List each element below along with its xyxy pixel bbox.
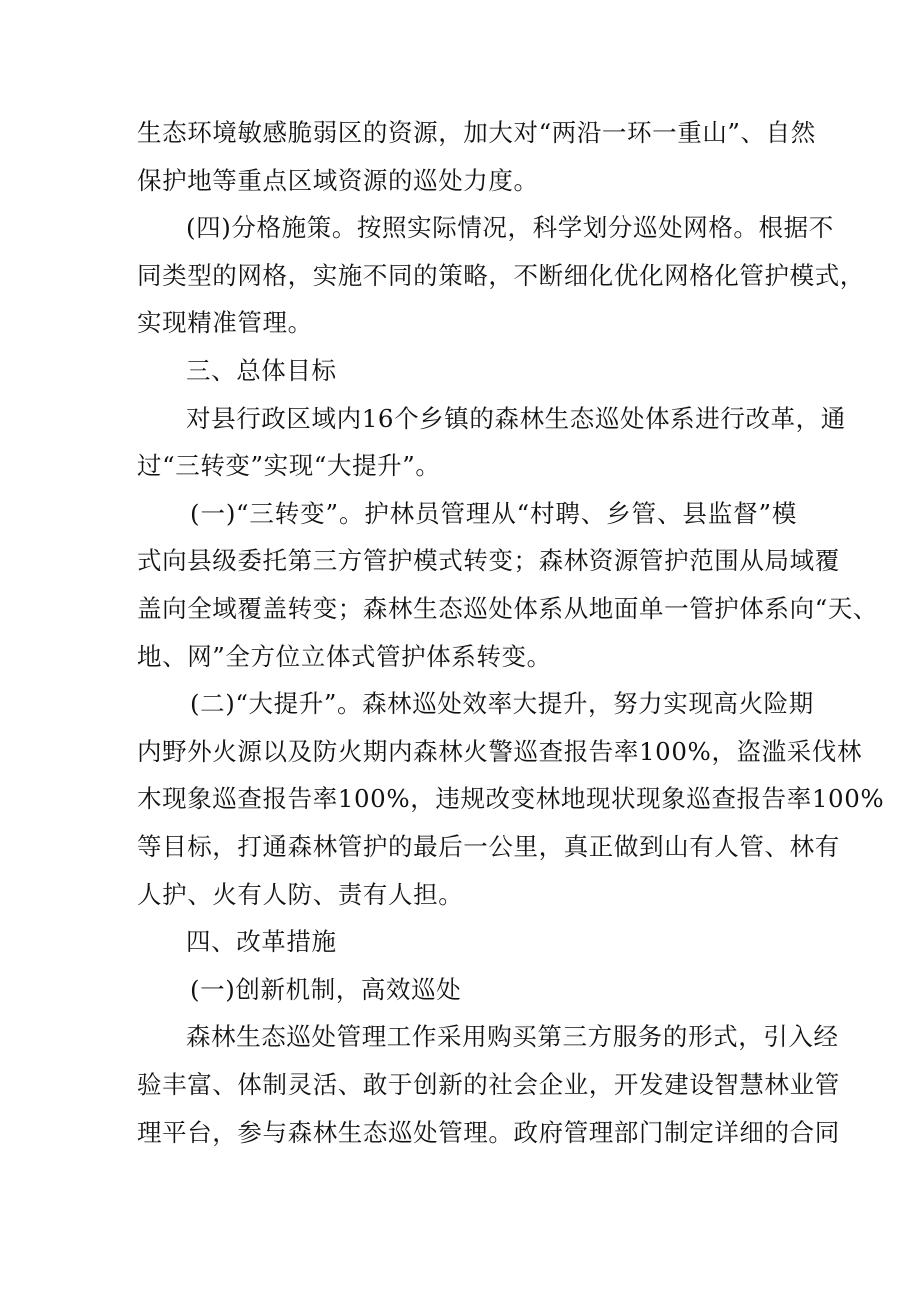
paragraph-line: 实现精准管理。 xyxy=(137,308,313,337)
paragraph-line: 内野外火源以及防火期内森林火警巡查报告率100%，盗滥采伐林 xyxy=(137,737,863,766)
paragraph-line: 木现象巡查报告率100%，违规改变林地现状现象巡查报告率100% xyxy=(137,784,885,813)
paragraph-line: 保护地等重点区域资源的巡处力度。 xyxy=(137,166,539,195)
paragraph-line: 等目标，打通森林管护的最后一公里，真正做到山有人管、林有 xyxy=(137,832,840,861)
section-heading: 四、改革措施 xyxy=(186,927,337,956)
subsection-heading: (一)创新机制，高效巡处 xyxy=(190,975,462,1004)
paragraph-line: 人护、火有人防、责有人担。 xyxy=(137,880,464,909)
paragraph-line: 验丰富、体制灵活、敢于创新的社会企业，开发建设智慧林业管 xyxy=(137,1070,840,1099)
paragraph-line: 盖向全域覆盖转变；森林生态巡处体系从地面单一管护体系向“天、 xyxy=(137,594,879,623)
paragraph-line: 理平台，参与森林生态巡处管理。政府管理部门制定详细的合同 xyxy=(137,1118,840,1147)
paragraph-line: 对县行政区域内16个乡镇的森林生态巡处体系进行改革，通 xyxy=(186,404,846,433)
paragraph-line: 式向县级委托第三方管护模式转变；森林资源管护范围从局域覆 xyxy=(137,546,840,575)
paragraph-line: (一)“三转变”。护林员管理从“村聘、乡管、县监督”模 xyxy=(190,499,797,528)
paragraph-line: 森林生态巡处管理工作采用购买第三方服务的形式，引入经 xyxy=(186,1022,839,1051)
paragraph-line: 地、网”全方位立体式管护体系转变。 xyxy=(137,642,552,671)
paragraph-line: 同类型的网格，实施不同的策略，不断细化优化网格化管护模式， xyxy=(137,261,865,290)
paragraph-line: 过“三转变”实现“大提升”。 xyxy=(137,451,441,480)
paragraph-line: (四)分格施策。按照实际情况，科学划分巡处网格。根据不 xyxy=(186,213,834,242)
paragraph-line: (二)“大提升”。森林巡处效率大提升，努力实现高火险期 xyxy=(190,689,814,718)
section-heading: 三、总体目标 xyxy=(186,356,337,385)
paragraph-line: 生态环境敏感脆弱区的资源，加大对“两沿一环一重山”、自然 xyxy=(137,118,816,147)
